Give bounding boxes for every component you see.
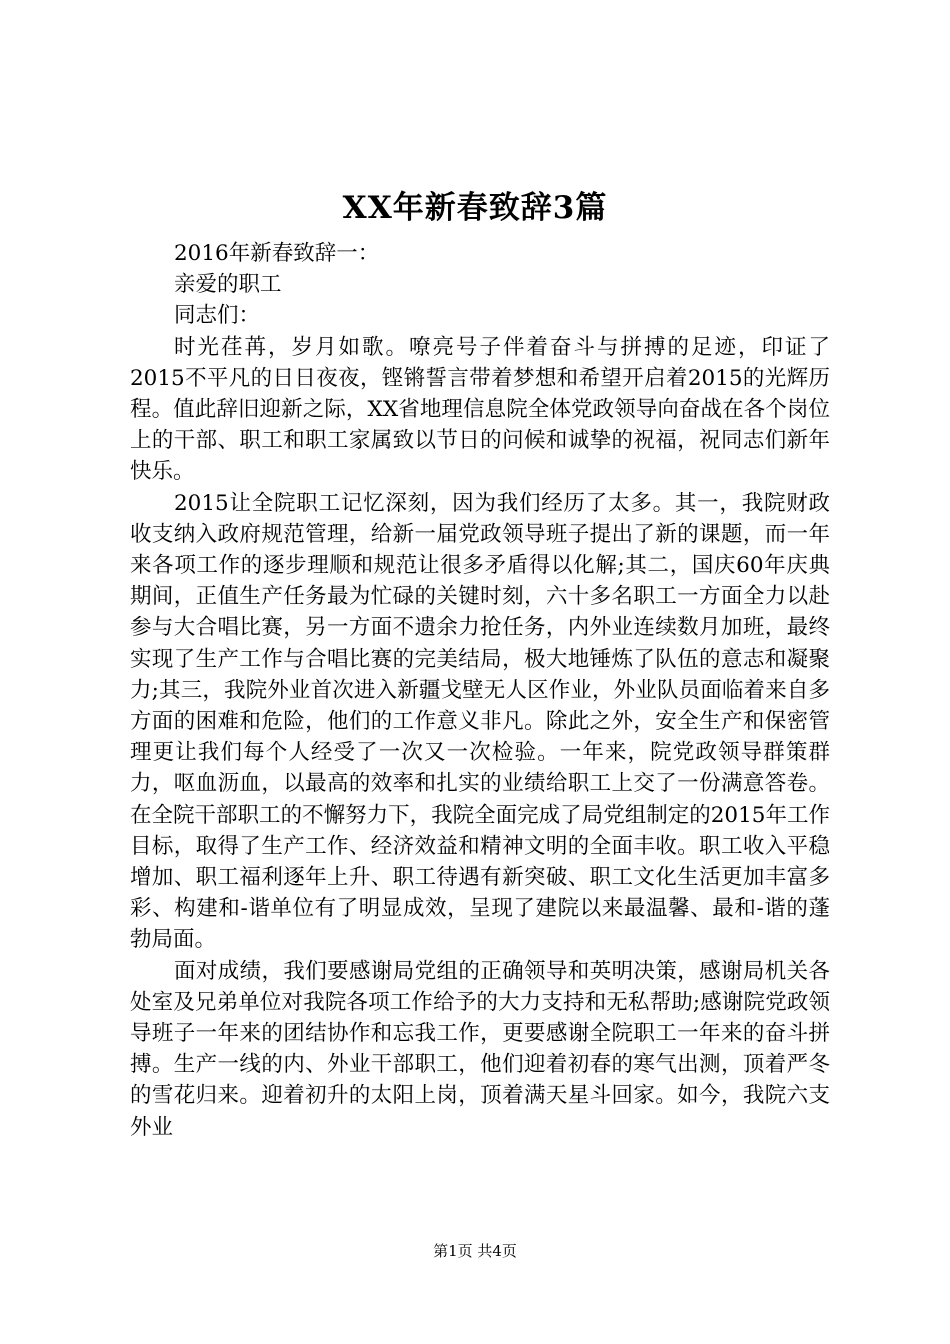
paragraph-3: 面对成绩，我们要感谢局党组的正确领导和英明决策，感谢局机关各处室及兄弟单位对我院各项工作给予的大力支持和无私帮助;感谢院党政领导班子一年来的团结协作和忘我工作，更要感谢全院职工一年来的奋斗拼搏。生产一线的内、外业干部职工，他们迎着初春的寒气出测，顶着严冬的雪花归来。迎着初升的太阳上岗，顶着满天星斗回家。如今，我院六支外业: [130, 958, 830, 1140]
paragraph-1: 时光荏苒，岁月如歌。嘹亮号子伴着奋斗与拼搏的足迹，印证了2015不平凡的日日夜夜，铿锵誓言带着梦想和希望开启着2015的光辉历程。值此辞旧迎新之际，XX省地理信息院全体党政领导向奋战在各个岗位上的干部、职工和职工家属致以节日的问候和诚挚的祝福，祝同志们新年快乐。: [130, 334, 830, 485]
document-body: [130, 238, 830, 1143]
salutation-line-2: 同志们：: [174, 303, 261, 329]
page-footer: 第1页 共4页: [433, 1242, 517, 1260]
paragraph-2: 2015让全院职工记忆深刻，因为我们经历了太多。其一，我院财政收支纳入政府规范管理，给新一届党政领导班子提出了新的课题，而一年来各项工作的逐步理顺和规范让很多矛盾得以化解;其二，国庆60年庆典期间，正值生产任务最为忙碌的关键时刻，六十多名职工一方面全力以赴参与大合唱比赛，另一方面不遗余力抢任务，内外业连续数月加班，最终实现了生产工作与合唱比赛的完美结局，极大地锤炼了队伍的意志和凝聚力;其三，我院外业首次进入新疆戈壁无人区作业，外业队员面临着来自多方面的困难和危险，他们的工作意义非凡。除此之外，安全生产和保密管理更让我们每个人经受了一次又一次检验。一年来，院党政领导群策群力，呕血沥血，以最高的效率和扎实的业绩给职工上交了一份满意答卷。在全院干部职工的不懈努力下，我院全面完成了局党组制定的2015年工作目标，取得了生产工作、经济效益和精神文明的全面丰收。职工收入平稳增加、职工福利逐年上升、职工待遇有新突破、职工文化生活更加丰富多彩、构建和-谐单位有了明显成效，呈现了建院以来最温馨、最和-谐的蓬勃局面。: [130, 490, 830, 953]
salutation-line-1: 亲爱的职工: [174, 272, 282, 298]
document-title: XX年新春致辞3篇: [342, 190, 608, 226]
subtitle-line: 2016年新春致辞一：: [174, 241, 380, 266]
